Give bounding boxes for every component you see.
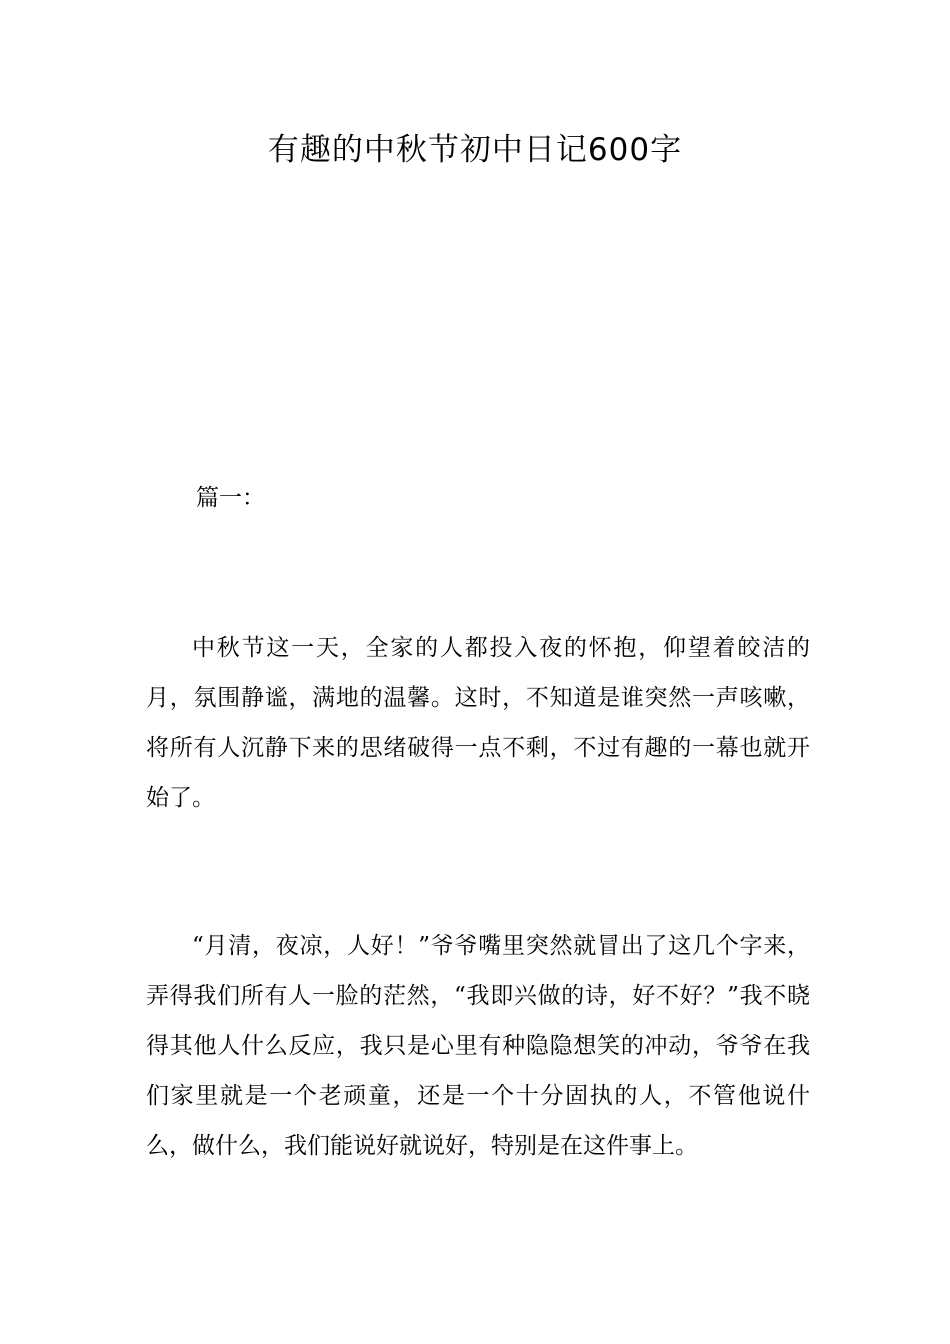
section-label: 篇一： xyxy=(196,485,265,511)
paragraph-2: “月清，夜凉，人好！”爷爷嘴里突然就冒出了这几个字来，弄得我们所有人一脸的茫然，“我即兴做的诗，好不好？”我不晓得其他人什么反应，我只是心里有种隐隐想笑的冲动，爷爷在我们家里就是一个老顽童，还是一个十分固执的人，不管他说什么，做什么，我们能说好就说好，特别是在这件事上。 xyxy=(146,933,810,1159)
document-title: 有趣的中秋节初中日记600字 xyxy=(267,132,683,168)
paragraph-1: 中秋节这一天，全家的人都投入夜的怀抱，仰望着皎洁的月，氛围静谧，满地的温馨。这时，不知道是谁突然一声咳嗽，将所有人沉静下来的思绪破得一点不剩，不过有趣的一幕也就开始了。 xyxy=(146,635,810,811)
